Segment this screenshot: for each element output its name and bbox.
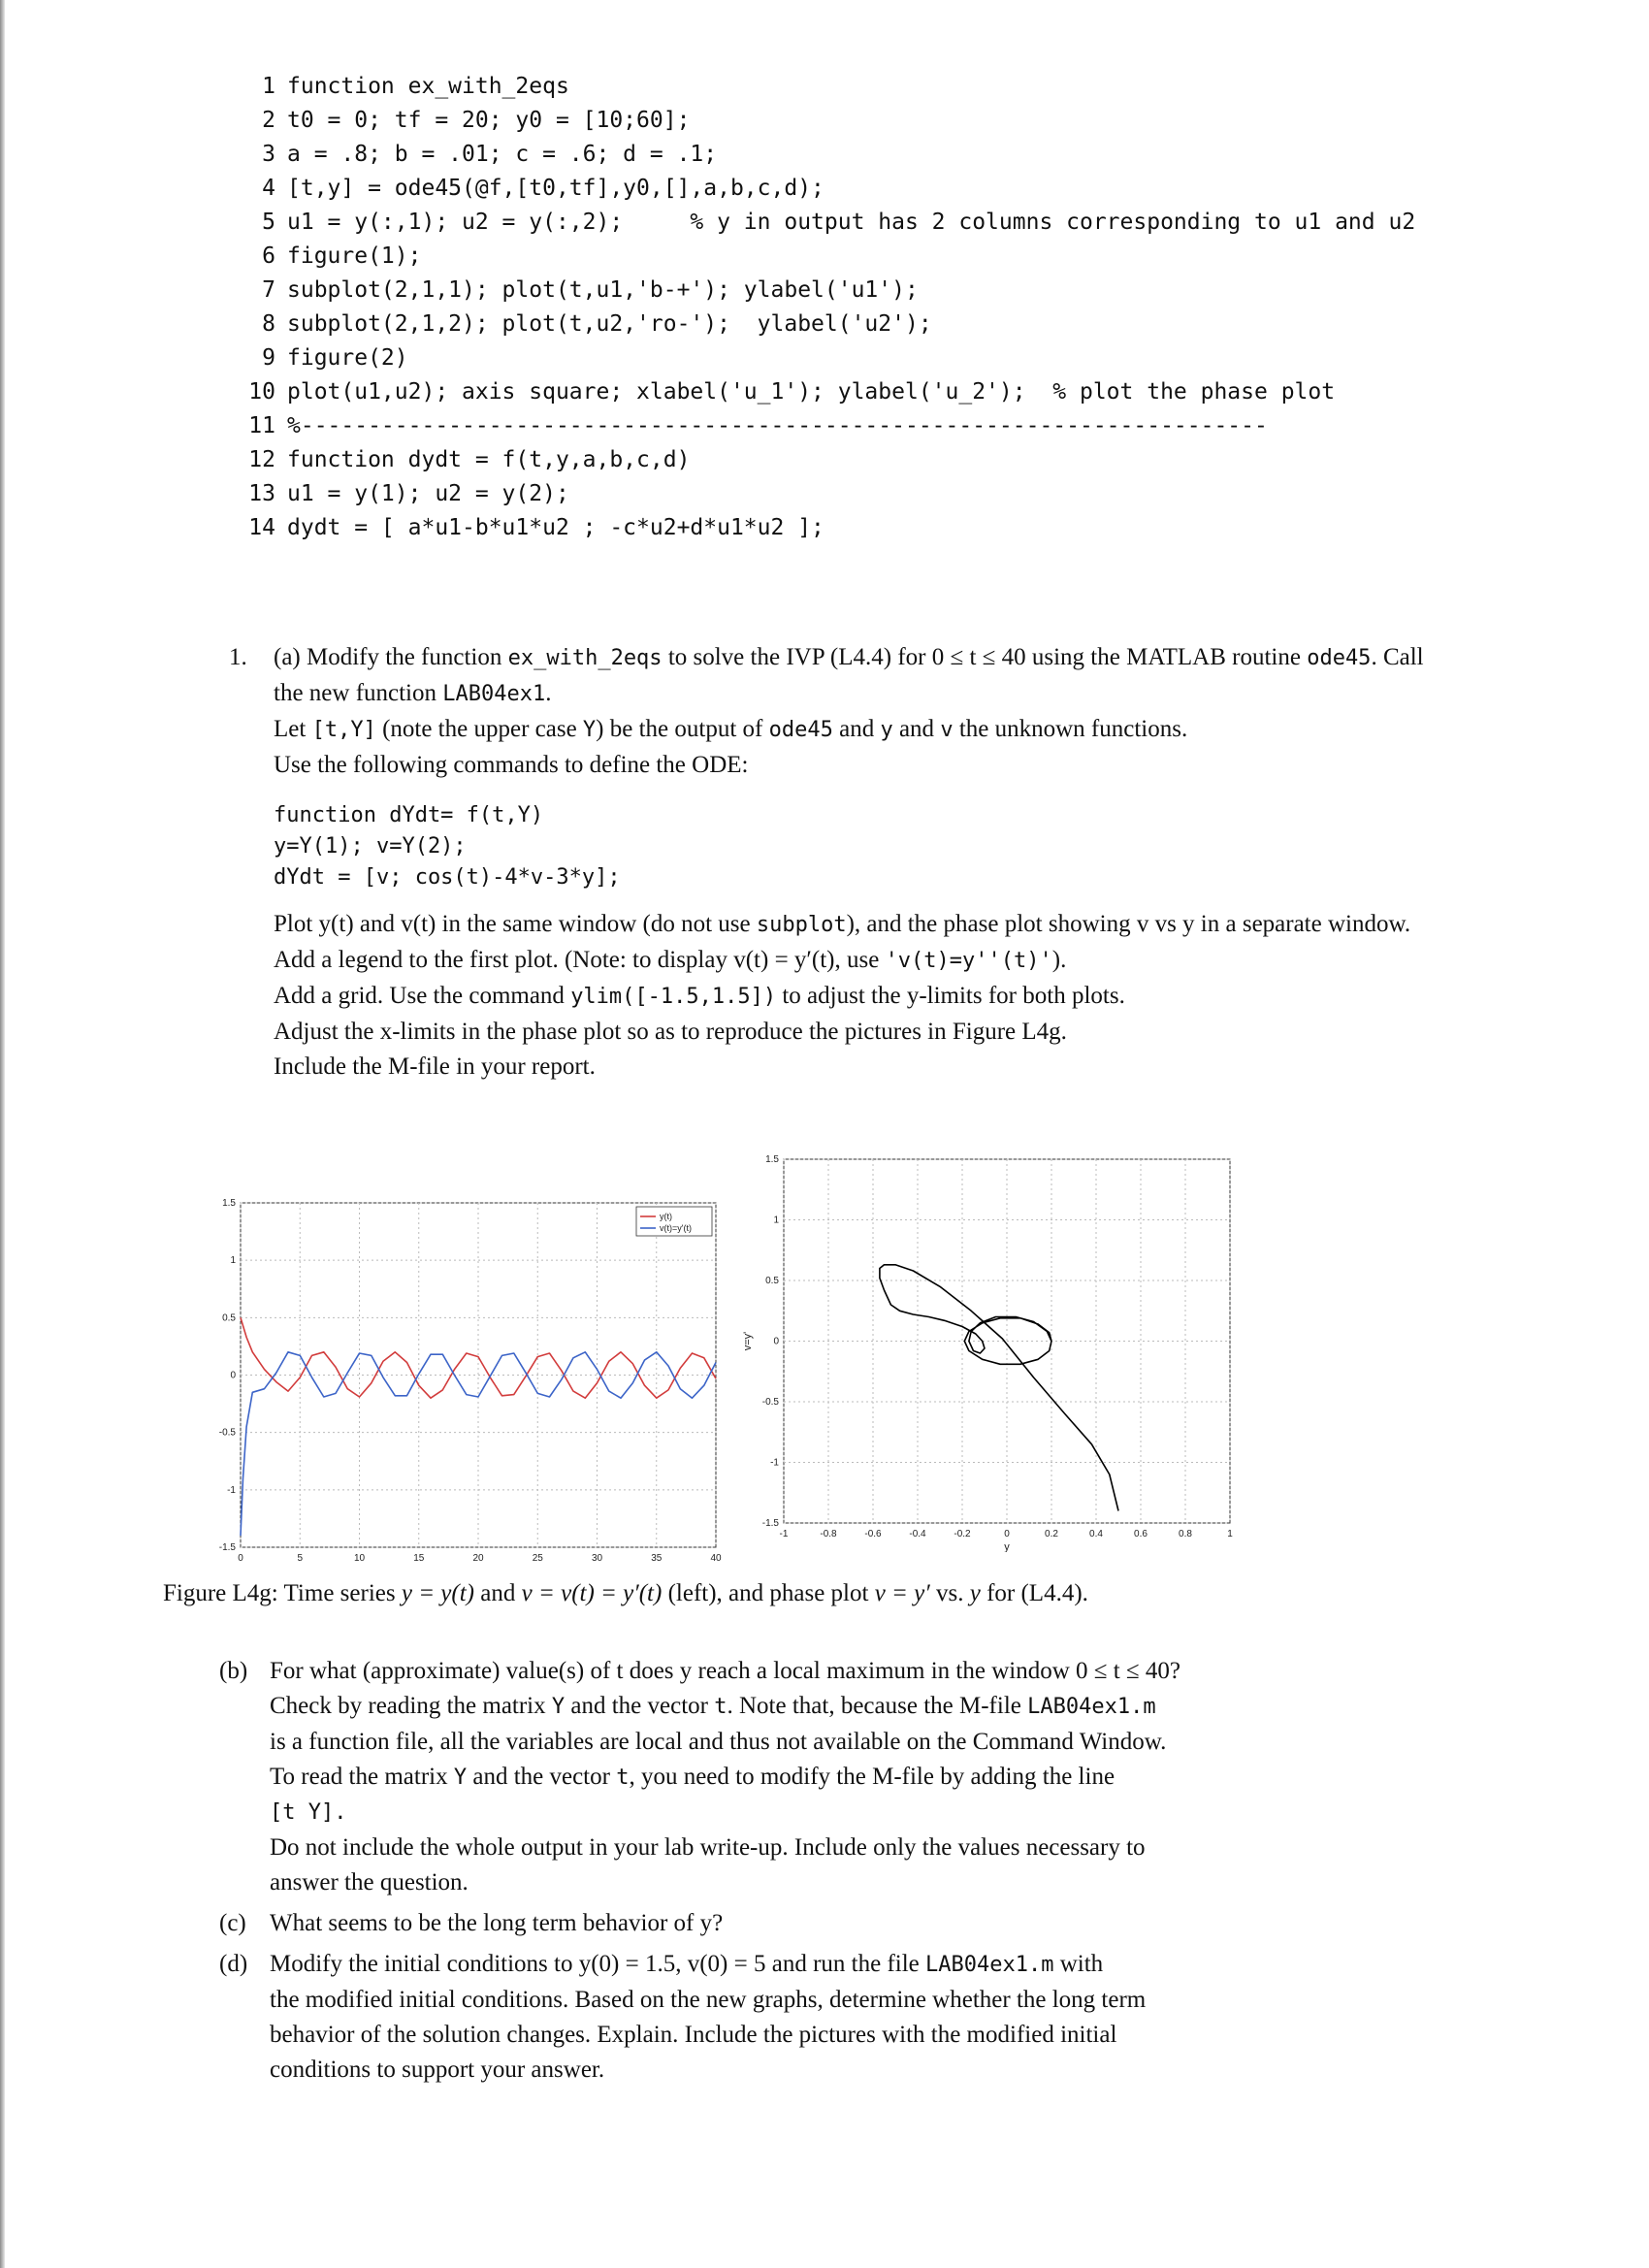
- code-text: u1 = y(1); u2 = y(2);: [287, 481, 569, 506]
- code-line: [231, 104, 1492, 138]
- part-a-intro: (a) Modify the function ex_with_2eqs to solve the IVP (L4.4) for 0 ≤ t ≤ 40 using the MATLAB routine ode45. Call the new function LAB04ex1.: [274, 644, 1424, 706]
- y-tick-label: 1: [230, 1255, 236, 1267]
- code-listing: [231, 70, 1492, 545]
- line-number: 12: [248, 447, 275, 472]
- code-line: [231, 138, 1492, 172]
- figure-l4g: [211, 1154, 1278, 1571]
- x-tick-label: -1: [779, 1529, 789, 1539]
- x-tick-label: 0.8: [1179, 1529, 1192, 1539]
- y-tick-label: 1: [773, 1215, 779, 1226]
- x-tick-label: 20: [472, 1553, 484, 1564]
- part-b: (b) For what (approximate) value(s) of t does y reach a local maximum in the window 0 ≤ t ≤ 40? Check by reading the matrix Y and the vector t. Note that, because the M-file LAB04ex1.m is a function file, all the variables are local and thus not available on the Command Window. To read the matrix Y and the vector t, you need to modify the M-file by adding the line [t Y]. Do not include the whole output in your lab write-up. Include only the values necessary to answer the question.: [219, 1654, 1374, 1900]
- line-number: 8: [262, 311, 275, 337]
- x-tick-label: 40: [710, 1553, 722, 1564]
- part-a-legend-note: Add a legend to the first plot. (Note: to display v(t) = y′(t), use 'v(t)=y''(t)').: [274, 947, 1067, 973]
- code-text: function ex_with_2eqs: [287, 74, 569, 99]
- legend-label: y(t): [660, 1212, 672, 1221]
- time-series-chart: [211, 1164, 735, 1571]
- code-text: plot(u1,u2); axis square; xlabel('u_1'); ylabel('u_2'); % plot the phase plot: [287, 379, 1336, 405]
- line-number: 13: [248, 481, 275, 506]
- y-tick-label: 0.5: [765, 1276, 779, 1286]
- x-tick-label: 0.4: [1089, 1529, 1103, 1539]
- x-tick-label: -0.4: [909, 1529, 926, 1539]
- code-text: subplot(2,1,2); plot(t,u2,'ro-'); ylabel('u2');: [287, 311, 932, 337]
- x-tick-label: 0.2: [1045, 1529, 1058, 1539]
- x-tick-label: 1: [1227, 1529, 1233, 1539]
- part-b-label: (b): [219, 1658, 248, 1684]
- code-line: [231, 375, 1492, 409]
- y-tick-label: 0: [230, 1370, 236, 1381]
- part-a-label: (a): [274, 644, 301, 670]
- scan-edge: [0, 0, 5, 2268]
- line-number: 11: [248, 413, 275, 438]
- x-tick-label: 25: [532, 1553, 543, 1564]
- code-line: [231, 70, 1492, 104]
- code-text: dydt = [ a*u1-b*u1*u2 ; -c*u2+d*u1*u2 ];: [287, 515, 824, 540]
- code-line: [231, 172, 1492, 206]
- x-tick-label: -0.2: [954, 1529, 971, 1539]
- phase-plot-chart: [735, 1145, 1240, 1552]
- problem-number: 1.: [229, 644, 247, 670]
- y-tick-label: -0.5: [218, 1427, 236, 1439]
- added-line-code: [t Y].: [270, 1800, 347, 1825]
- code-text: u1 = y(:,1); u2 = y(:,2); % y in output has 2 columns corresponding to u1 and u2: [287, 210, 1416, 235]
- x-tick-label: -0.8: [820, 1529, 837, 1539]
- code-line: [231, 341, 1492, 375]
- part-a-ode-intro: Use the following commands to define the ODE:: [274, 752, 749, 778]
- code-text: figure(2): [287, 345, 408, 371]
- code-line: [231, 308, 1492, 341]
- x-tick-label: 0.6: [1134, 1529, 1148, 1539]
- part-a-include-note: Include the M-file in your report.: [274, 1053, 596, 1080]
- part-a-grid-note: Add a grid. Use the command ylim([-1.5,1.5]) to adjust the y-limits for both plots.: [274, 983, 1125, 1009]
- code-text: a = .8; b = .01; c = .6; d = .1;: [287, 142, 718, 167]
- x-tick-label: 10: [353, 1553, 366, 1564]
- line-number: 14: [248, 515, 275, 540]
- x-tick-label: 15: [413, 1553, 425, 1564]
- line-number: 10: [248, 379, 275, 405]
- code-line: [231, 443, 1492, 477]
- x-tick-label: 35: [651, 1553, 663, 1564]
- y-tick-label: 1.5: [765, 1154, 779, 1165]
- x-tick-label: 0: [1004, 1529, 1010, 1539]
- sub-questions: [219, 1654, 1374, 2093]
- y-tick-label: -0.5: [761, 1397, 779, 1408]
- line-number: 3: [262, 142, 275, 167]
- code-text: function dydt = f(t,y,a,b,c,d): [287, 447, 691, 472]
- code-line: [231, 206, 1492, 240]
- x-tick-label: -0.6: [864, 1529, 882, 1539]
- y-tick-label: 0.5: [222, 1312, 236, 1324]
- part-d: (d) Modify the initial conditions to y(0) = 1.5, v(0) = 5 and run the file LAB04ex1.m with the modified initial conditions. Based on the new graphs, determine whether the long term behavior of the solution changes. Explain. Include the pictures with the modified initial conditions to support your answer.: [219, 1947, 1374, 2088]
- code-line: [231, 409, 1492, 443]
- y-tick-label: 0: [773, 1336, 779, 1347]
- code-line: [231, 511, 1492, 545]
- figure-caption: Figure L4g: Time series y = y(t) and v = v(t) = y′(t) (left), and phase plot v = y′ vs. y for (L4.4).: [163, 1580, 1088, 1606]
- code-text: [t,y] = ode45(@f,[t0,tf],y0,[],a,b,c,d);: [287, 176, 824, 201]
- line-number: 1: [262, 74, 275, 99]
- part-d-label: (d): [219, 1951, 248, 1977]
- line-number: 5: [262, 210, 275, 235]
- line-number: 6: [262, 243, 275, 269]
- y-tick-label: -1: [227, 1484, 236, 1496]
- code-line: [231, 240, 1492, 274]
- line-number: 4: [262, 176, 275, 201]
- line-number: 7: [262, 277, 275, 303]
- code-text: %------------------------------------------------------------------------: [287, 413, 1268, 438]
- code-text: subplot(2,1,1); plot(t,u1,'b-+'); ylabel('u1');: [287, 277, 919, 303]
- part-a: [274, 640, 1428, 1085]
- code-line: [231, 477, 1492, 511]
- y-tick-label: -1.5: [218, 1542, 236, 1553]
- part-c: (c) What seems to be the long term behavior of y?: [219, 1906, 1374, 1941]
- part-a-plot-instructions: Plot y(t) and v(t) in the same window (do not use subplot), and the phase plot showing v vs y in a separate window.: [274, 911, 1411, 937]
- part-a-output-note: Let [t,Y] (note the upper case Y) be the output of ode45 and y and v the unknown functions.: [274, 716, 1188, 742]
- part-a-xlim-note: Adjust the x-limits in the phase plot so as to reproduce the pictures in Figure L4g.: [274, 1019, 1067, 1045]
- x-tick-label: 30: [591, 1553, 603, 1564]
- x-axis-label: y: [1004, 1541, 1010, 1552]
- y-axis-label: v=y': [742, 1331, 754, 1351]
- y-tick-label: 1.5: [222, 1198, 236, 1209]
- ode-definition-code: function dYdt= f(t,Y) y=Y(1); v=Y(2); dYdt = [v; cos(t)-4*v-3*y];: [274, 803, 621, 890]
- problem-1: [229, 640, 1432, 1085]
- y-tick-label: -1.5: [761, 1518, 779, 1529]
- part-c-label: (c): [219, 1910, 246, 1936]
- code-text: t0 = 0; tf = 20; y0 = [10;60];: [287, 108, 691, 133]
- legend-label: v(t)=y'(t): [660, 1223, 692, 1233]
- line-number: 2: [262, 108, 275, 133]
- code-text: figure(1);: [287, 243, 422, 269]
- y-tick-label: -1: [770, 1457, 779, 1469]
- code-line: [231, 274, 1492, 308]
- x-tick-label: 0: [238, 1553, 243, 1564]
- line-number: 9: [262, 345, 275, 371]
- x-tick-label: 5: [297, 1553, 304, 1564]
